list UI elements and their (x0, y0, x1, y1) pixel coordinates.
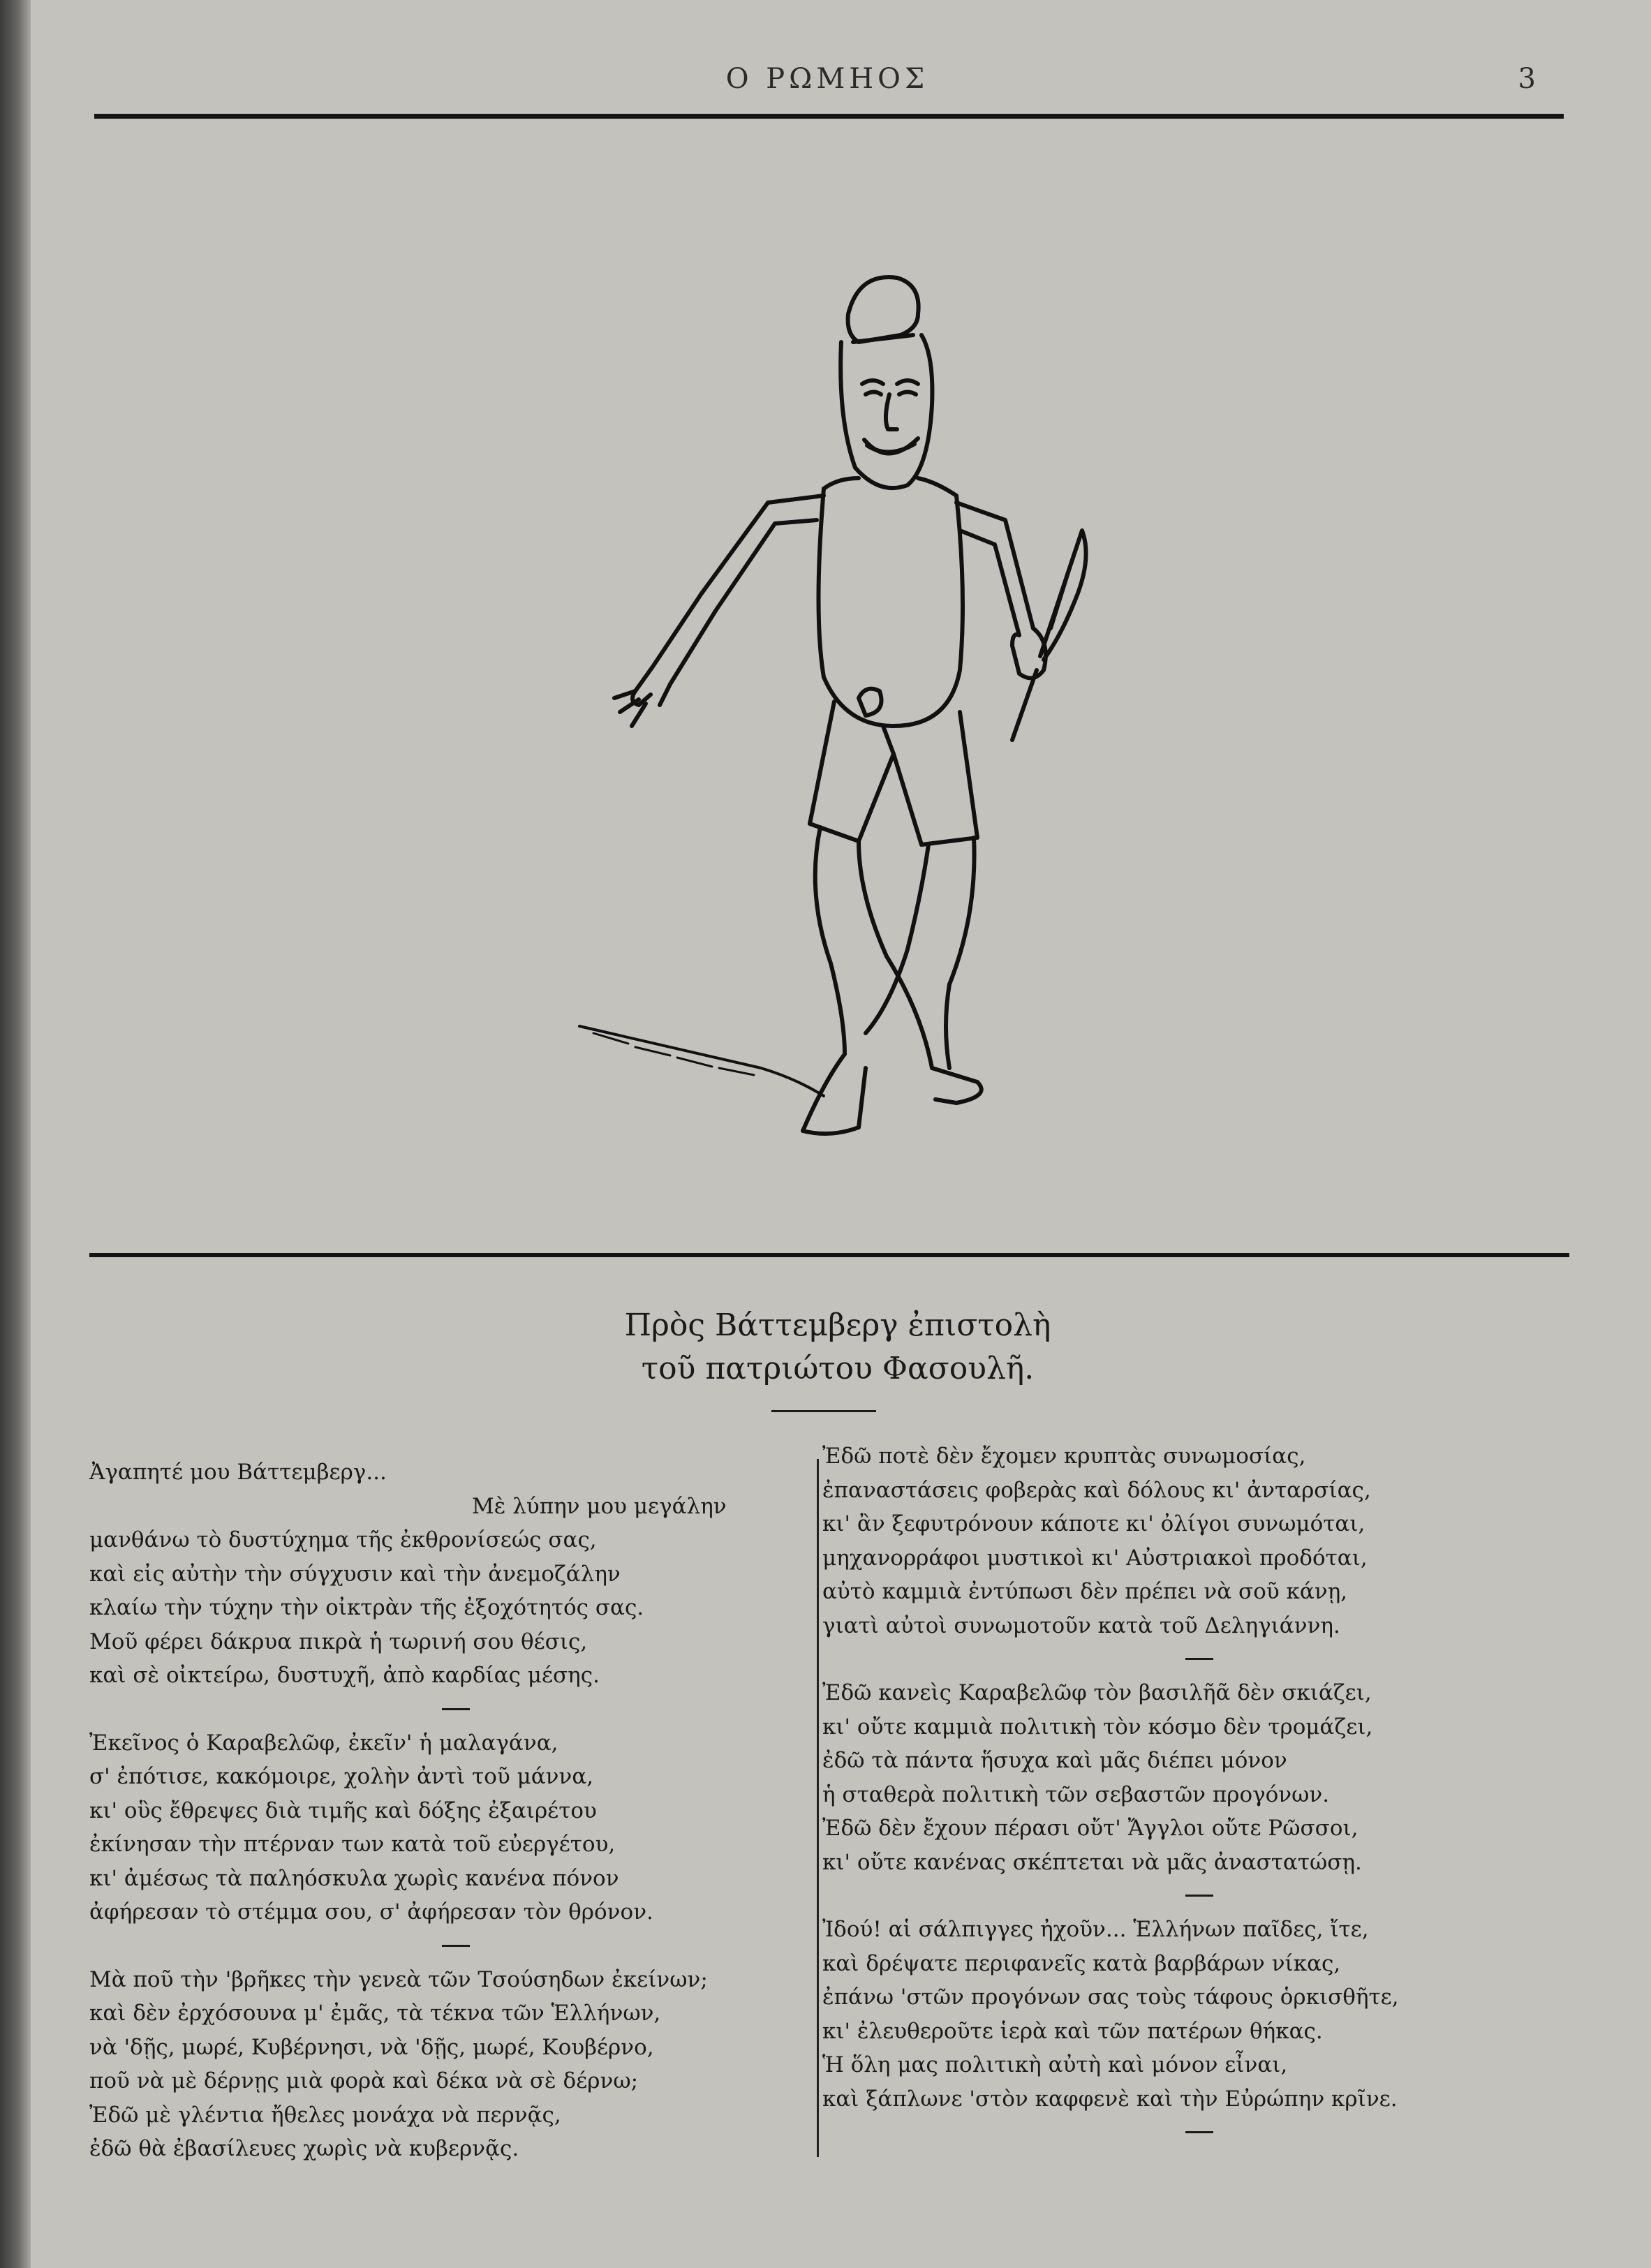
poem-line: ἐδῶ τὰ πάντα ἥσυχα καὶ μᾶς διέπει μόνον (822, 1748, 1287, 1773)
article-heading-line2: τοῦ πατριώτου Φασουλῆ. (641, 1351, 1035, 1386)
poem-line: νὰ 'δῇς, μωρέ, Κυβέρνησι, νὰ 'δῇς, μωρέ, Κουβέρνο, (89, 2034, 654, 2060)
poem-line: καὶ ξάπλωνε 'στὸν καφφενὲ καὶ τὴν Εὐρώπην κρῖνε. (822, 2086, 1398, 2112)
page-number: 3 (1518, 63, 1536, 95)
poem-line: ἀφήρεσαν τὸ στέμμα σου, σ' ἀφήρεσαν τὸν θρόνον. (89, 1899, 653, 1925)
poem-line: Μὰ ποῦ τὴν 'βρῆκες τὴν γενεὰ τῶν Τσούσηδων ἐκείνων; (89, 1966, 708, 1992)
stanza-separator (822, 1643, 1399, 1676)
newspaper-title: Ο ΡΩΜΗΟΣ (725, 63, 929, 95)
binding-edge (0, 0, 31, 2268)
poem-line: κι' οὔτε κανένας σκέπτεται νὰ μᾶς ἀναστατώσῃ. (822, 1849, 1362, 1875)
poem-line: Ἡ ὅλη μας πολιτικὴ αὐτὴ καὶ μόνον εἶναι, (822, 2052, 1288, 2077)
poem-line: Ἐδῶ μὲ γλέντια ἤθελες μονάχα νὰ περνᾷς, (89, 2102, 561, 2128)
poem-line: ποῦ νὰ μὲ δέρνῃς μιὰ φορὰ καὶ δέκα νὰ σὲ δέρνω; (89, 2068, 639, 2093)
stanza-separator (89, 1693, 727, 1726)
poem-line: καὶ εἰς αὐτὴν τὴν σύγχυσιν καὶ τὴν ἀνεμοζάλην (89, 1561, 621, 1587)
poem-line: καὶ δρέψατε περιφανεῖς κατὰ βαρβάρων νίκας, (822, 1950, 1341, 1976)
poem-line: κι' ἐλευθερoῦτε ἱερὰ καὶ τῶν πατέρων θήκας. (822, 2018, 1323, 2044)
poem-line: καὶ δὲν ἐρχόσουνα μ' ἐμᾶς, τὰ τέκνα τῶν Ἑλλήνων, (89, 2001, 661, 2026)
heading-underline (771, 1410, 876, 1412)
poem-line: κι' ἀμέσως τὰ παληόσκυλα χωρὶς κανένα πόνον (89, 1865, 619, 1891)
stanza-separator (822, 1879, 1399, 1913)
poem-line: Ἰδού! αἱ σάλπιγγες ἠχοῦν... Ἑλλήνων παῖδες, ἴτε, (822, 1917, 1369, 1942)
poem-line: Μὲ λύπην μου μεγάλην (472, 1493, 727, 1519)
poem-line: Ἐδῶ δὲν ἔχουν πέρασι οὔτ' Ἄγγλοι οὔτε Ρῶσσοι, (822, 1816, 1358, 1841)
poem-line: ἐπαναστάσεις φοβερὰς καὶ δόλους κι' ἀνταρσίας, (822, 1477, 1371, 1503)
poem-line: Ἐδῶ ποτὲ δὲν ἔχομεν κρυπτὰς συνωμοσίας, (822, 1444, 1306, 1469)
poem-line: ἐπάνω 'στῶν προγόνων σας τοὺς τάφους ὁρκισθῆτε, (822, 1985, 1399, 2010)
section-rule (89, 1253, 1569, 1257)
poem-line: ἐκίνησαν τὴν πτέρναν των κατὰ τοῦ εὐεργέτου, (89, 1832, 616, 1857)
poem-line: γιατὶ αὐτοὶ συνωμοτοῦν κατὰ τοῦ Δεληγιάννη. (822, 1613, 1340, 1638)
stanza-separator (89, 1929, 727, 1963)
header-rule (94, 114, 1564, 119)
poem-line: μανθάνω τὸ δυστύχημα τῆς ἐκθρονίσεώς σας, (89, 1527, 597, 1552)
poem-line: ἡ σταθερὰ πολιτικὴ τῶν σεβαστῶν προγόνων. (822, 1781, 1330, 1807)
poem-line: κλαίω τὴν τύχην τὴν οἰκτρὰν τῆς ἐξοχότητός σας. (89, 1595, 644, 1620)
poem-line: σ' ἐπότισε, κακόμοιρε, χολὴν ἀντὶ τοῦ μάννα, (89, 1764, 594, 1789)
poem-line: αὐτὸ καμμιὰ ἐντύπωσι δὲν πρέπει νὰ σοῦ κάνῃ, (822, 1579, 1348, 1604)
poem-line: Μοῦ φέρει δάκρυα πικρὰ ἡ τωρινή σου θέσις, (89, 1629, 588, 1654)
poem-line: ἐδῶ θὰ ἐβασίλευες χωρὶς νὰ κυβερνᾷς. (89, 2136, 519, 2161)
caricature-figure-with-quill-icon (531, 265, 1145, 1159)
poem-line: καὶ σὲ οἰκτείρω, δυστυχῆ, ἀπὸ καρδίας μέσης. (89, 1663, 600, 1688)
poem-right-column (822, 1439, 1399, 2149)
page-header (91, 56, 1564, 119)
poem-left-column (89, 1455, 727, 2166)
poem-line: Ἐκεῖνος ὁ Καραβελῶφ, ἐκεῖν' ἡ μαλαγάνα, (89, 1730, 558, 1756)
poem-line: κι' οὔτε καμμιὰ πολιτικὴ τὸν κόσμο δὲν τρομάζει, (822, 1714, 1373, 1740)
poem-line: μηχανορράφοι μυστικοὶ κι' Αὐστριακοὶ προδόται, (822, 1545, 1368, 1571)
poem-line: Ἀγαπητέ μου Βάττεμβεργ... (89, 1460, 387, 1485)
column-divider (817, 1459, 819, 2157)
stanza-separator (822, 2116, 1399, 2149)
article-heading-line1: Πρὸς Βάττεμβεργ ἐπιστολὴ (624, 1307, 1051, 1343)
poem-line: Ἐδῶ κανεὶς Καραβελῶφ τὸν βασιλῆᾶ δὲν σκιάζει, (822, 1680, 1372, 1705)
poem-line: κι' οὓς ἔθρεψες διὰ τιμῆς καὶ δόξης ἐξαιρέτου (89, 1798, 597, 1823)
poem-line: κι' ἂν ξεφυτρόνουν κάποτε κι' ὀλίγοι συνωμόται, (822, 1511, 1365, 1536)
